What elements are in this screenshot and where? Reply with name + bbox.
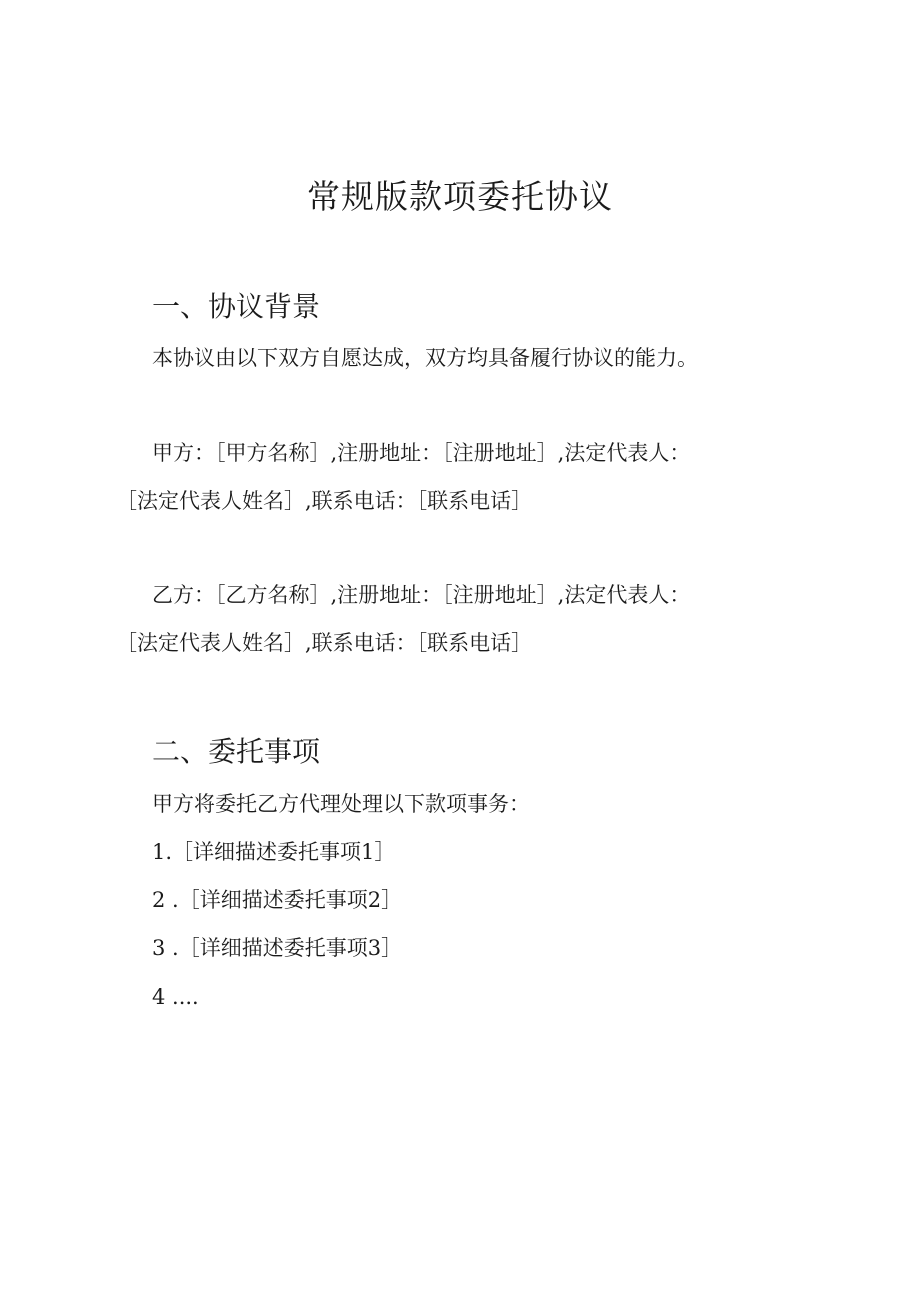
list-item: 4 ....	[152, 985, 199, 1009]
document-title: 常规版款项委托协议	[307, 177, 613, 216]
background-intro-paragraph: 本协议由以下双方自愿达成，双方均具备履行协议的能力。	[152, 346, 698, 370]
section-heading-entrusted-matters: 二、委托事项	[152, 735, 321, 768]
party-b-line-1: 乙方：［乙方名称］,注册地址：［注册地址］,法定代表人：	[152, 583, 691, 607]
entrusted-matters-intro: 甲方将委托乙方代理处理以下款项事务：	[152, 792, 530, 816]
section-heading-background: 一、协议背景	[152, 290, 321, 323]
list-item: 2 .［详细描述委托事项2］	[152, 888, 403, 912]
list-item: 1.［详细描述委托事项1］	[152, 840, 396, 864]
list-item: 3 .［详细描述委托事项3］	[152, 936, 403, 960]
party-a-line-1: 甲方：［甲方名称］,注册地址：［注册地址］,法定代表人：	[152, 441, 691, 465]
party-a-line-2: ［法定代表人姓名］,联系电话：［联系电话］	[116, 489, 533, 513]
party-b-line-2: ［法定代表人姓名］,联系电话：［联系电话］	[116, 631, 533, 655]
